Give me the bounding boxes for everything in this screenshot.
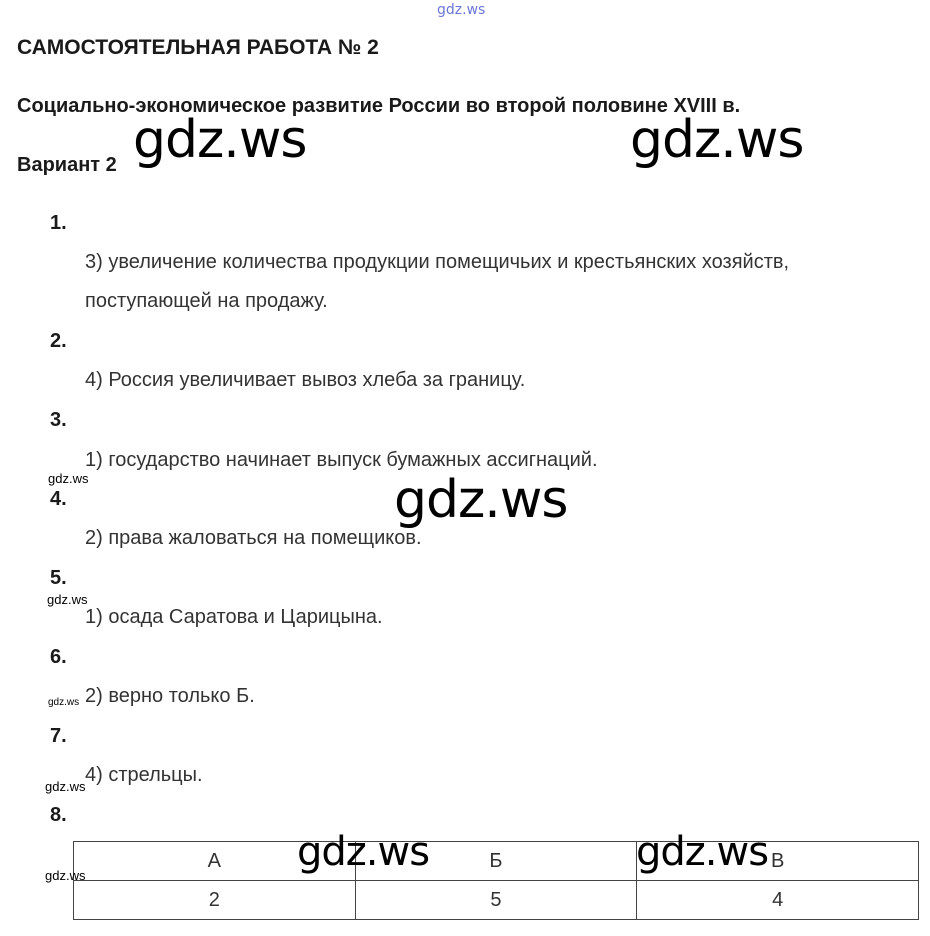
table-header-cell: В <box>637 842 919 881</box>
watermark-large: gdz.ws <box>630 110 804 170</box>
table-cell: 2 <box>74 881 356 920</box>
page-subtitle: Социально-экономическое развитие России во второй половине XVIII в. <box>17 95 741 117</box>
watermark-small: gdz.ws <box>45 868 86 883</box>
variant-label: Вариант 2 <box>17 154 117 176</box>
watermark-large: gdz.ws <box>394 470 568 530</box>
answer-3: 1) государство начинает выпуск бумажных ассигнаций. <box>85 449 598 471</box>
question-number-7: 7. <box>50 725 67 747</box>
watermark-small: gdz.ws <box>48 471 89 486</box>
watermark-large: gdz.ws <box>133 110 307 170</box>
question-number-3: 3. <box>50 409 67 431</box>
table-header-row <box>74 842 919 881</box>
table-cell: 4 <box>637 881 919 920</box>
page-title: САМОСТОЯТЕЛЬНАЯ РАБОТА № 2 <box>17 36 379 59</box>
answer-1-line-1: 3) увеличение количества продукции помещичьих и крестьянских хозяйств, <box>85 251 790 273</box>
watermark-large: gdz.ws <box>636 829 769 875</box>
question-number-4: 4. <box>50 488 67 510</box>
watermark-small: gdz.ws <box>48 697 80 708</box>
question-number-2: 2. <box>50 330 67 352</box>
watermark-large: gdz.ws <box>297 829 430 875</box>
watermark-top: gdz.ws <box>437 2 486 18</box>
watermark-small: gdz.ws <box>47 592 88 607</box>
answer-1-line-2: поступающей на продажу. <box>85 290 328 312</box>
question-number-1: 1. <box>50 212 67 234</box>
answer-4: 2) права жаловаться на помещиков. <box>85 527 422 549</box>
answer-6: 2) верно только Б. <box>85 685 255 707</box>
table-header-cell: А <box>74 842 356 881</box>
answer-2: 4) Россия увеличивает вывоз хлеба за границу. <box>85 369 526 391</box>
question-number-8: 8. <box>50 804 67 826</box>
answer-7: 4) стрельцы. <box>85 764 203 786</box>
table-header-cell: Б <box>355 842 637 881</box>
question-number-5: 5. <box>50 567 67 589</box>
table-row <box>74 881 919 920</box>
answer-5: 1) осада Саратова и Царицына. <box>85 606 383 628</box>
question-number-6: 6. <box>50 646 67 668</box>
answer-table <box>73 841 919 920</box>
table-cell: 5 <box>355 881 637 920</box>
watermark-small: gdz.ws <box>45 779 86 794</box>
